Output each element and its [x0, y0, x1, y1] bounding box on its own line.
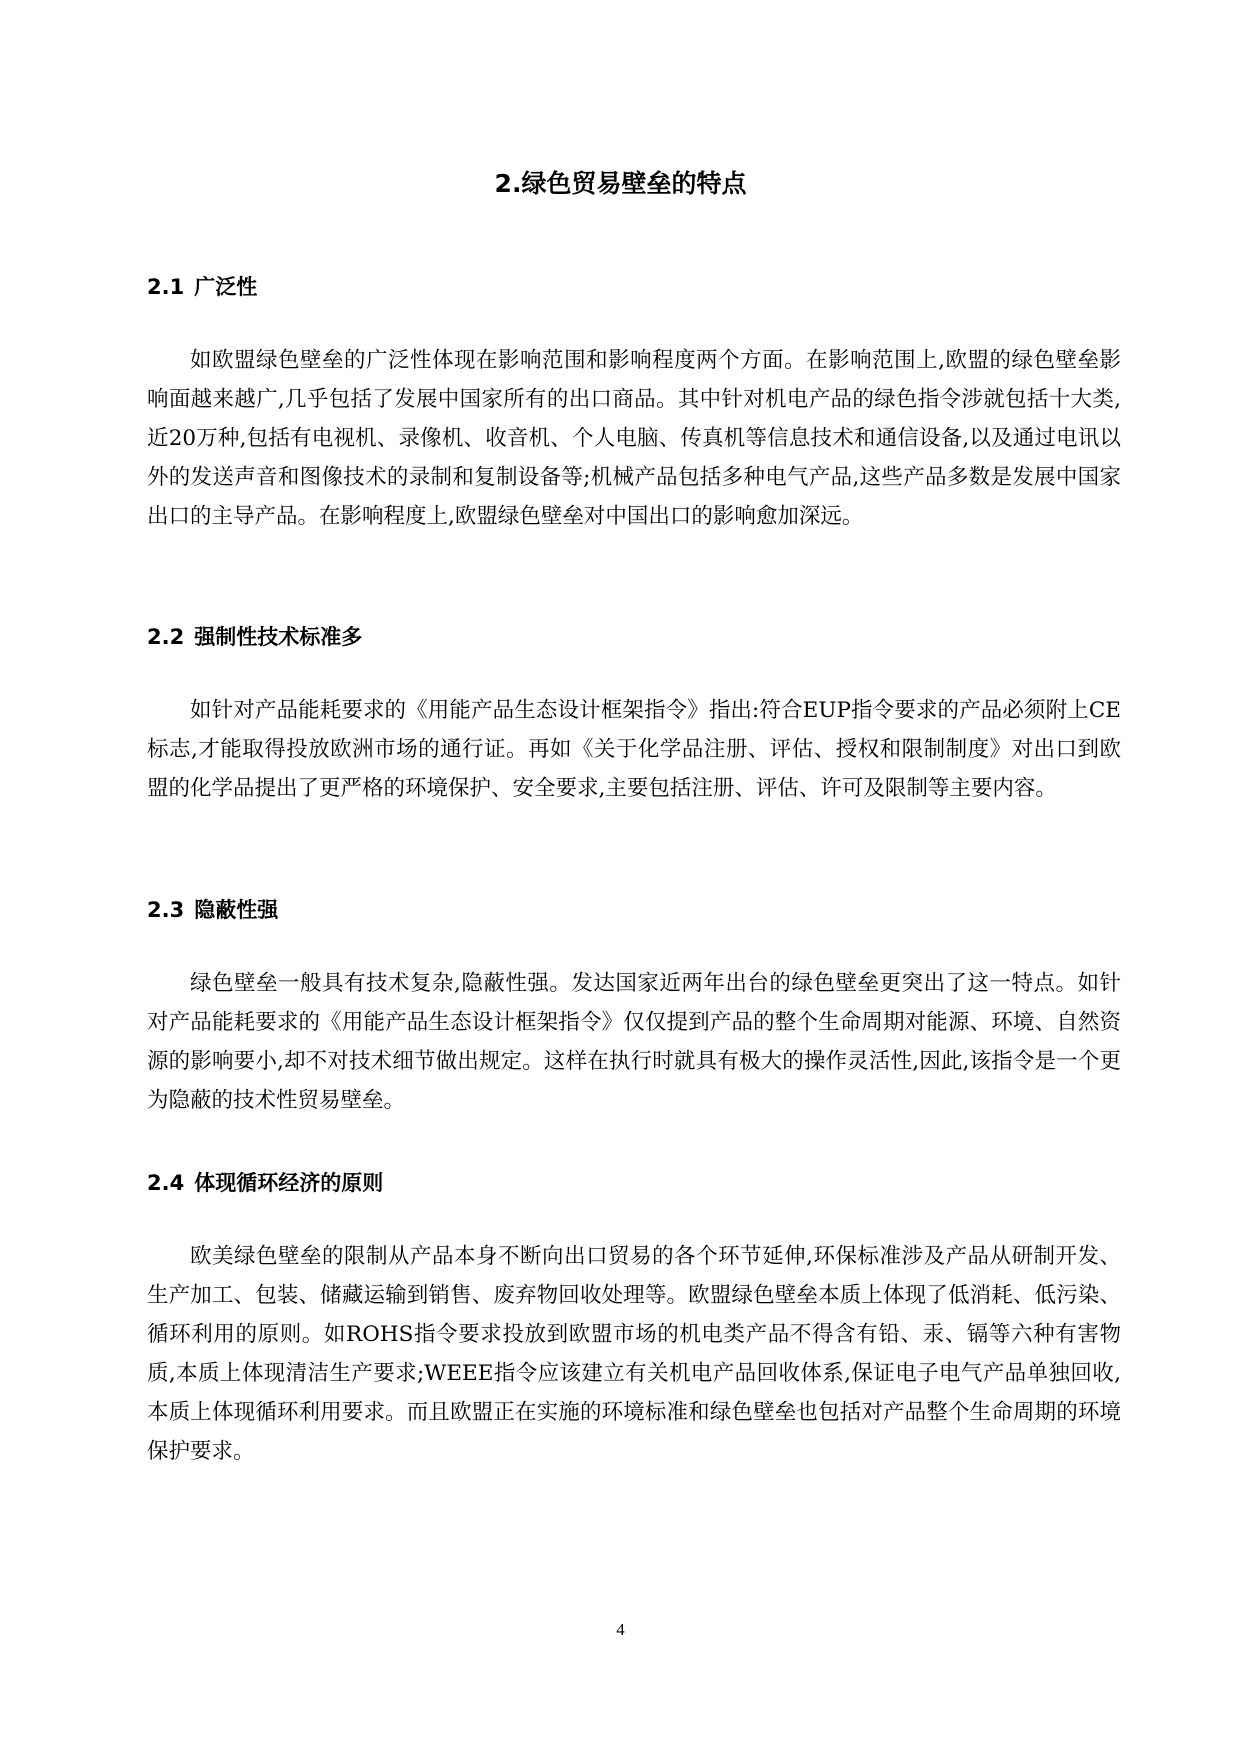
section-paragraph-2-3: 绿色壁垒一般具有技术复杂,隐蔽性强。发达国家近两年出台的绿色壁垒更突出了这一特点。如针对产品能耗要求的《用能产品生态设计框架指令》仅仅提到产品的整个生命周期对能源、环境、自然资源的影响要小,却不对技术细节做出规定。这样在执行时就具有极大的操作灵活性,因此,该指令是一个更为隐蔽的技术性贸易壁垒。 — [147, 971, 1121, 1113]
section-number: 2.4 — [147, 1171, 185, 1195]
document-title: 2.绿色贸易壁垒的特点 — [494, 169, 747, 198]
section-title: 隐蔽性强 — [194, 898, 279, 922]
section-heading-2-3 — [147, 895, 278, 925]
section-heading-2-4 — [147, 1168, 383, 1198]
section-paragraph-2-2: 如针对产品能耗要求的《用能产品生态设计框架指令》指出:符合EUP指令要求的产品必须附上CE标志,才能取得投放欧洲市场的通行证。再如《关于化学品注册、评估、授权和限制制度》对出口到欧盟的化学品提出了更严格的环境保护、安全要求,主要包括注册、评估、许可及限制等主要内容。 — [147, 698, 1121, 801]
section-title: 广泛性 — [194, 275, 258, 299]
section-number: 2.1 — [147, 275, 185, 299]
section-paragraph-2-1: 如欧盟绿色壁垒的广泛性体现在影响范围和影响程度两个方面。在影响范围上,欧盟的绿色壁垒影响面越来越广,几乎包括了发展中国家所有的出口商品。其中针对机电产品的绿色指令涉就包括十大类,近20万种,包括有电视机、录像机、收音机、个人电脑、传真机等信息技术和通信设备,以及通过电讯以外的发送声音和图像技术的录制和复制设备等;机械产品包括多种电气产品,这些产品多数是发展中国家出口的主导产品。在影响程度上,欧盟绿色壁垒对中国出口的影响愈加深远。 — [147, 348, 1121, 529]
section-number: 2.2 — [147, 625, 185, 649]
page-number: 4 — [616, 1620, 625, 1639]
section-title: 强制性技术标准多 — [194, 625, 363, 649]
section-paragraph-2-4: 欧美绿色壁垒的限制从产品本身不断向出口贸易的各个环节延伸,环保标准涉及产品从研制开发、生产加工、包装、储藏运输到销售、废弃物回收处理等。欧盟绿色壁垒本质上体现了低消耗、低污染、循环利用的原则。如ROHS指令要求投放到欧盟市场的机电类产品不得含有铅、汞、镉等六种有害物质,本质上体现清洁生产要求;WEEE指令应该建立有关机电产品回收体系,保证电子电气产品单独回收,本质上体现循环利用要求。而且欧盟正在实施的环境标准和绿色壁垒也包括对产品整个生命周期的环境保护要求。 — [147, 1244, 1121, 1464]
section-number: 2.3 — [147, 898, 185, 922]
section-heading-2-1 — [147, 272, 257, 302]
section-heading-2-2 — [147, 622, 362, 652]
section-title: 体现循环经济的原则 — [194, 1171, 384, 1195]
